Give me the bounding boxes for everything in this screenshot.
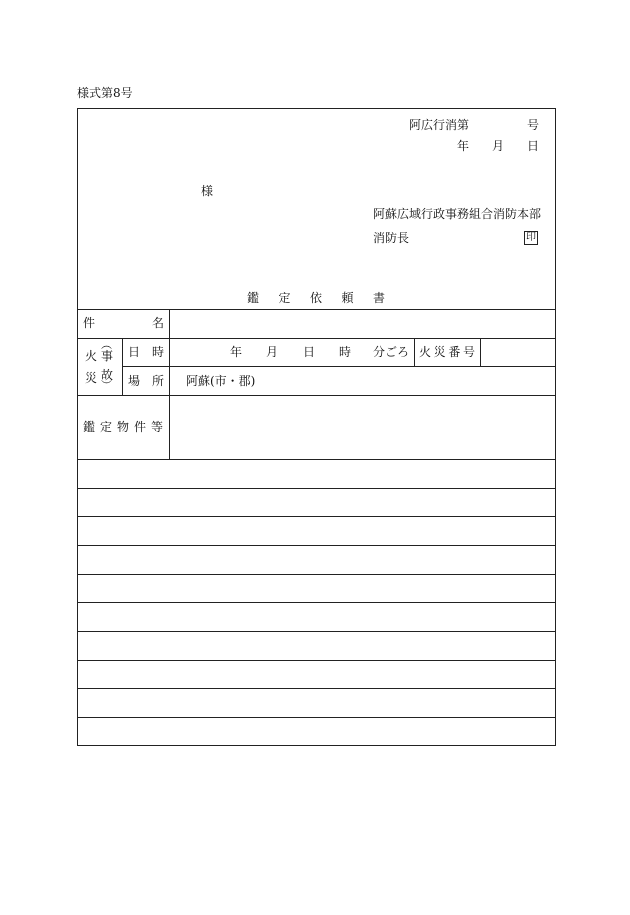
items-label — [83, 421, 163, 433]
fire-number-label — [419, 346, 475, 358]
label-column-divider — [169, 309, 170, 459]
blank-row-rule — [77, 488, 556, 489]
place-label-second: 所 — [152, 374, 165, 388]
datetime-label-first: 日 — [128, 345, 141, 359]
recipient-suffix: 様 — [201, 184, 214, 198]
incident-fire-char: 火 — [85, 349, 98, 363]
rule-between-datetime-place — [122, 366, 556, 367]
reference-suffix: 号 — [527, 118, 540, 132]
incident-group-divider — [122, 338, 123, 395]
rule-above-case-name — [77, 309, 556, 310]
place-prefix: 阿蘇(市・郡) — [186, 374, 256, 388]
items-label-char: 等 — [150, 420, 163, 434]
blank-row-rule — [77, 602, 556, 603]
datetime-month-unit: 月 — [266, 345, 279, 359]
blank-row-rule — [77, 631, 556, 632]
reference-prefix: 阿広行消第 — [409, 118, 470, 132]
items-label-char: 物 — [116, 420, 129, 434]
fire-number-field[interactable] — [482, 340, 554, 365]
fire-number-label-char: 火 — [419, 345, 432, 359]
datetime-year-unit: 年 — [230, 345, 243, 359]
rule-above-items — [77, 395, 556, 396]
case-name-field[interactable] — [171, 311, 554, 337]
title-char: 鑑 — [247, 291, 260, 305]
items-field[interactable] — [171, 397, 554, 458]
datetime-minute-unit: 分ごろ — [373, 345, 410, 359]
sender-title: 消防長 — [373, 231, 410, 245]
fire-number-label-char: 番 — [448, 345, 461, 359]
rule-above-datetime — [77, 338, 556, 339]
title-char: 書 — [372, 291, 385, 305]
form-number: 様式第8号 — [77, 86, 133, 100]
blank-row-rule — [77, 516, 556, 517]
fire-number-divider-left — [414, 338, 415, 366]
incident-accident-char: 故 — [101, 368, 114, 382]
items-label-char: 定 — [99, 420, 112, 434]
blank-row-rule — [77, 660, 556, 661]
fire-number-label-char: 号 — [462, 345, 475, 359]
incident-paren-close: ︶ — [101, 379, 112, 392]
title-char: 定 — [278, 291, 291, 305]
case-name-label-second: 名 — [152, 316, 165, 330]
reference-number-field[interactable] — [465, 117, 521, 133]
datetime-label-second: 時 — [152, 345, 165, 359]
datetime-field[interactable] — [171, 340, 413, 365]
blank-row-rule — [77, 688, 556, 689]
sender-organization: 阿蘇広域行政事務組合消防本部 — [373, 207, 542, 221]
blank-row-rule — [77, 717, 556, 718]
rule-below-items — [77, 459, 556, 460]
date-day-label: 日 — [527, 139, 540, 153]
place-label-first: 場 — [128, 374, 141, 388]
incident-paren-open: ︵ — [101, 338, 112, 351]
title-char: 頼 — [341, 291, 354, 305]
recipient-name-field[interactable] — [90, 182, 190, 198]
blank-row-rule — [77, 574, 556, 575]
items-label-char: 鑑 — [83, 420, 96, 434]
fire-number-label-char: 災 — [433, 345, 446, 359]
date-year-label: 年 — [457, 139, 470, 153]
fire-number-divider-right — [480, 338, 481, 366]
incident-matter-char: 事 — [101, 349, 114, 363]
datetime-day-unit: 日 — [303, 345, 316, 359]
date-month-label: 月 — [492, 139, 505, 153]
incident-disaster-char: 災 — [85, 371, 98, 385]
items-label-char: 件 — [133, 420, 146, 434]
seal-stamp: 印 — [526, 232, 536, 243]
document-title — [247, 292, 385, 304]
place-field[interactable] — [262, 368, 554, 394]
datetime-hour-unit: 時 — [339, 345, 352, 359]
blank-row-rule — [77, 545, 556, 546]
case-name-label-first: 件 — [83, 316, 96, 330]
title-char: 依 — [309, 291, 322, 305]
